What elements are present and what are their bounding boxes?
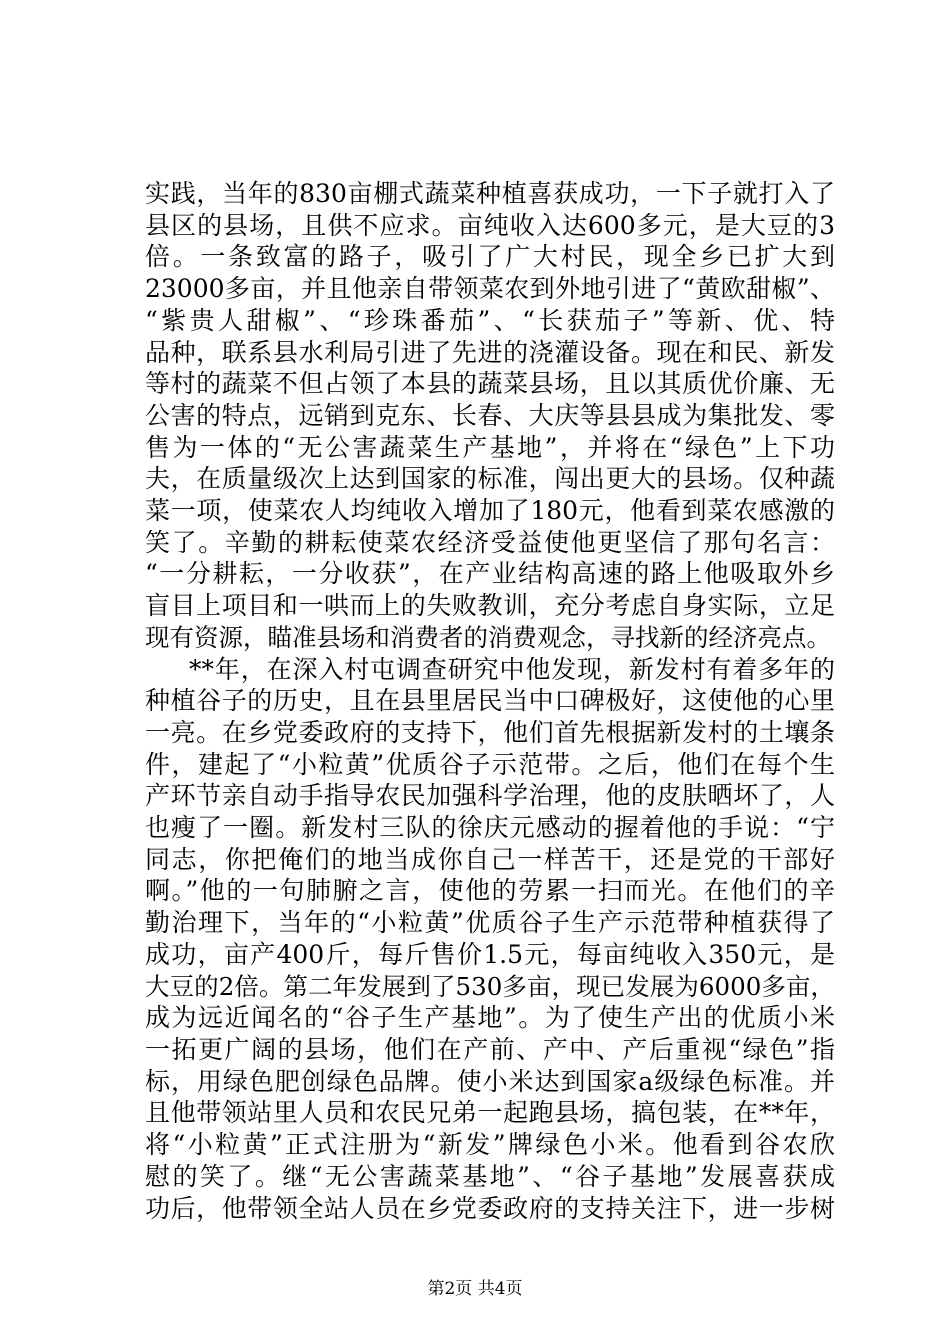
text-line: 大豆的2倍。第二年发展到了530多亩，现已发展为6000多亩， [145, 971, 835, 1001]
text-line: 售为一体的“无公害蔬菜生产基地”，并将在“绿色”上下功 [145, 432, 835, 462]
text-line: 标，用绿色肥创绿色品牌。使小米达到国家a级绿色标准。并 [145, 1066, 835, 1096]
page-footer [0, 1274, 950, 1299]
text-line: 产环节亲自动手指导农民加强科学治理，他的皮肤晒坏了，人 [145, 781, 835, 811]
text-line: “紫贵人甜椒”、“珍珠番茄”、“长获茄子”等新、优、特 [145, 305, 835, 335]
text-line: 倍。一条致富的路子，吸引了广大村民，现全乡已扩大到 [145, 242, 835, 272]
text-line: 等村的蔬菜不但占领了本县的蔬菜县场，且以其质优价廉、无 [145, 369, 835, 399]
text-line: 且他带领站里人员和农民兄弟一起跑县场，搞包装，在**年， [145, 1098, 835, 1128]
paragraph-first-line: **年，在深入村屯调查研究中他发现，新发村有着多年的 [189, 654, 835, 684]
text-line: 同志，你把俺们的地当成你自己一样苦干，还是党的干部好 [145, 844, 835, 874]
text-line: 盲目上项目和一哄而上的失败教训，充分考虑自身实际，立足 [145, 591, 835, 621]
text-line: 功后，他带领全站人员在乡党委政府的支持关注下，进一步树 [145, 1193, 835, 1223]
text-line: 县区的县场，且供不应求。亩纯收入达600多元，是大豆的3 [145, 210, 835, 240]
text-line: 啊。”他的一句肺腑之言，使他的劳累一扫而光。在他们的辛 [145, 876, 835, 906]
text-line: 现有资源，瞄准县场和消费者的消费观念，寻找新的经济亮点。 [145, 622, 831, 652]
text-line: 成为远近闻名的“谷子生产基地”。为了使生产出的优质小米 [145, 1003, 835, 1033]
text-line: 将“小粒黄”正式注册为“新发”牌绿色小米。他看到谷农欣 [145, 1130, 835, 1160]
text-line: 件，建起了“小粒黄”优质谷子示范带。之后，他们在每个生 [145, 749, 835, 779]
text-line: 勤治理下，当年的“小粒黄”优质谷子生产示范带种植获得了 [145, 908, 835, 938]
text-line: 公害的特点，远销到克东、长春、大庆等县县成为集批发、零 [145, 400, 835, 430]
text-line: 23000多亩，并且他亲自带领菜农到外地引进了“黄欧甜椒”、 [145, 274, 835, 304]
text-line: 成功，亩产400斤，每斤售价1.5元，每亩纯收入350元，是 [145, 939, 835, 969]
text-line: 笑了。辛勤的耕耘使菜农经济受益使他更坚信了那句名言： [145, 527, 835, 557]
text-line: 一拓更广阔的县场，他们在产前、产中、产后重视“绿色”指 [145, 1034, 835, 1064]
text-line: 夫，在质量级次上达到国家的标准，闯出更大的县场。仅种蔬 [145, 464, 835, 494]
text-line: 种植谷子的历史，且在县里居民当中口碑极好，这使他的心里 [145, 686, 835, 716]
body-text [145, 178, 835, 1224]
page-number: 第2页 共4页 [427, 1279, 523, 1299]
text-line: 慰的笑了。继“无公害蔬菜基地”、“谷子基地”发展喜获成 [145, 1161, 835, 1191]
text-line: 实践，当年的830亩棚式蔬菜种植喜获成功，一下子就打入了 [145, 179, 835, 208]
text-line: 品种，联系县水利局引进了先进的浇灌设备。现在和民、新发 [145, 337, 835, 367]
text-line: 菜一项，使菜农人均纯收入增加了180元，他看到菜农感激的 [145, 496, 835, 526]
text-line: 也瘦了一圈。新发村三队的徐庆元感动的握着他的手说：“宁 [145, 813, 835, 843]
text-line: “一分耕耘，一分收获”，在产业结构高速的路上他吸取外乡 [145, 559, 835, 589]
text-line: 一亮。在乡党委政府的支持下，他们首先根据新发村的土壤条 [145, 717, 835, 747]
